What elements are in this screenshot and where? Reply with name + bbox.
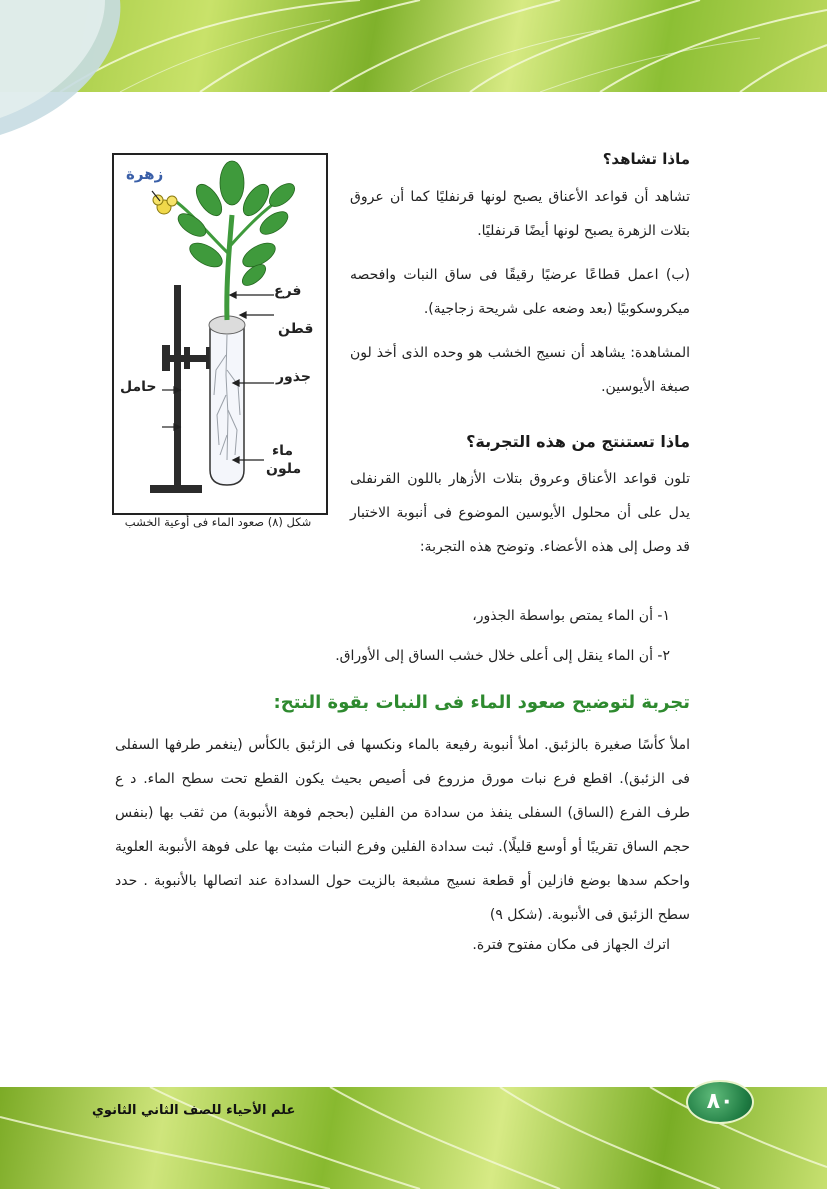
label-branch: فرع <box>274 283 302 299</box>
paragraph-observation <box>350 180 690 404</box>
paragraph-conclusion: تلون قواعد الأعناق وعروق بتلات الأزهار باللون القرنفلى يدل على أن محلول الأيوسين الموضوع فى أنبوبة الاختبار قد وصل إلى هذه الأعضاء. وتوضح هذه التجربة: <box>350 471 690 555</box>
label-flower: زهرة <box>126 165 164 183</box>
stand-base <box>150 485 202 493</box>
label-cotton: قطن <box>278 321 314 337</box>
heading-transpiration-experiment: تجربة لتوضيح صعود الماء فى النبات بقوة النتح: <box>273 692 690 713</box>
paragraph-2: (ب) اعمل قطاعًا عرضيًا رقيقًا فى ساق النبات وافحصه ميكروسكوبيًا (بعد وضعه على شريحة زجاجية). <box>350 267 690 317</box>
label-water: ماء <box>272 443 294 459</box>
book-title: علم الأحياء للصف الثاني الثانوي <box>92 1103 296 1118</box>
paragraph-1: تشاهد أن قواعد الأعناق يصبح لونها قرنفليًا كما أن عروق بتلات الزهرة يصبح لونها أيضًا قرنفليًا. <box>350 189 690 239</box>
heading-what-do-you-see: ماذا تشاهد؟ <box>602 150 690 168</box>
figure-experiment-diagram <box>112 153 328 515</box>
page-number: ٨٠ <box>686 1080 754 1124</box>
stand-rod <box>174 285 181 487</box>
label-roots: جذور <box>276 369 311 385</box>
label-stand: حامل <box>120 379 157 395</box>
list-item-1: ١- أن الماء يمتص بواسطة الجذور، <box>472 608 670 624</box>
figure-caption: شكل (٨) صعود الماء فى أوعية الخشب <box>124 515 312 529</box>
list-item-2: ٢- أن الماء ينقل إلى أعلى خلال خشب الساق إلى الأوراق. <box>335 648 670 664</box>
corner-decoration <box>0 0 125 135</box>
heading-conclusion: ماذا تستنتج من هذه التجربة؟ <box>466 432 690 451</box>
flower <box>153 195 177 214</box>
label-colored: ملون <box>266 461 302 477</box>
paragraph-experiment: املأ كأسًا صغيرة بالزئبق. املأ أنبوبة رفيعة بالماء ونكسها فى الزئبق بالكأس (ينغمر طرفها السفلى فى الزئبق). اقطع فرع نبات مورق مزروع فى أصيص بحيث يكون القطع تحت سطح الماء. د ع طرف الفرع (الساق) السفلى ينفذ من سدادة من الفلين (بحجم فوهة الأنبوبة) من ثقب بها (بنفس حجم الساق تقريبًا أو أوسع قليلًا). ثبت سدادة الفلين وفرع النبات مثبت بها على فوهة الأنبوبة العلوية واحكم سدها بوضع فازلين أو قطعة نسيج مشبعة بالزيت حول السدادة عند اتصالها بالأنبوبة . حدد سطح الزئبق فى الأنبوبة. (شكل ٩) <box>115 737 690 923</box>
paragraph-3: المشاهدة: يشاهد أن نسيج الخشب هو وحده الذى أخذ لون صبغة الأيوسين. <box>350 345 690 395</box>
paragraph-leave-device: اترك الجهاز فى مكان مفتوح فترة. <box>472 937 670 953</box>
